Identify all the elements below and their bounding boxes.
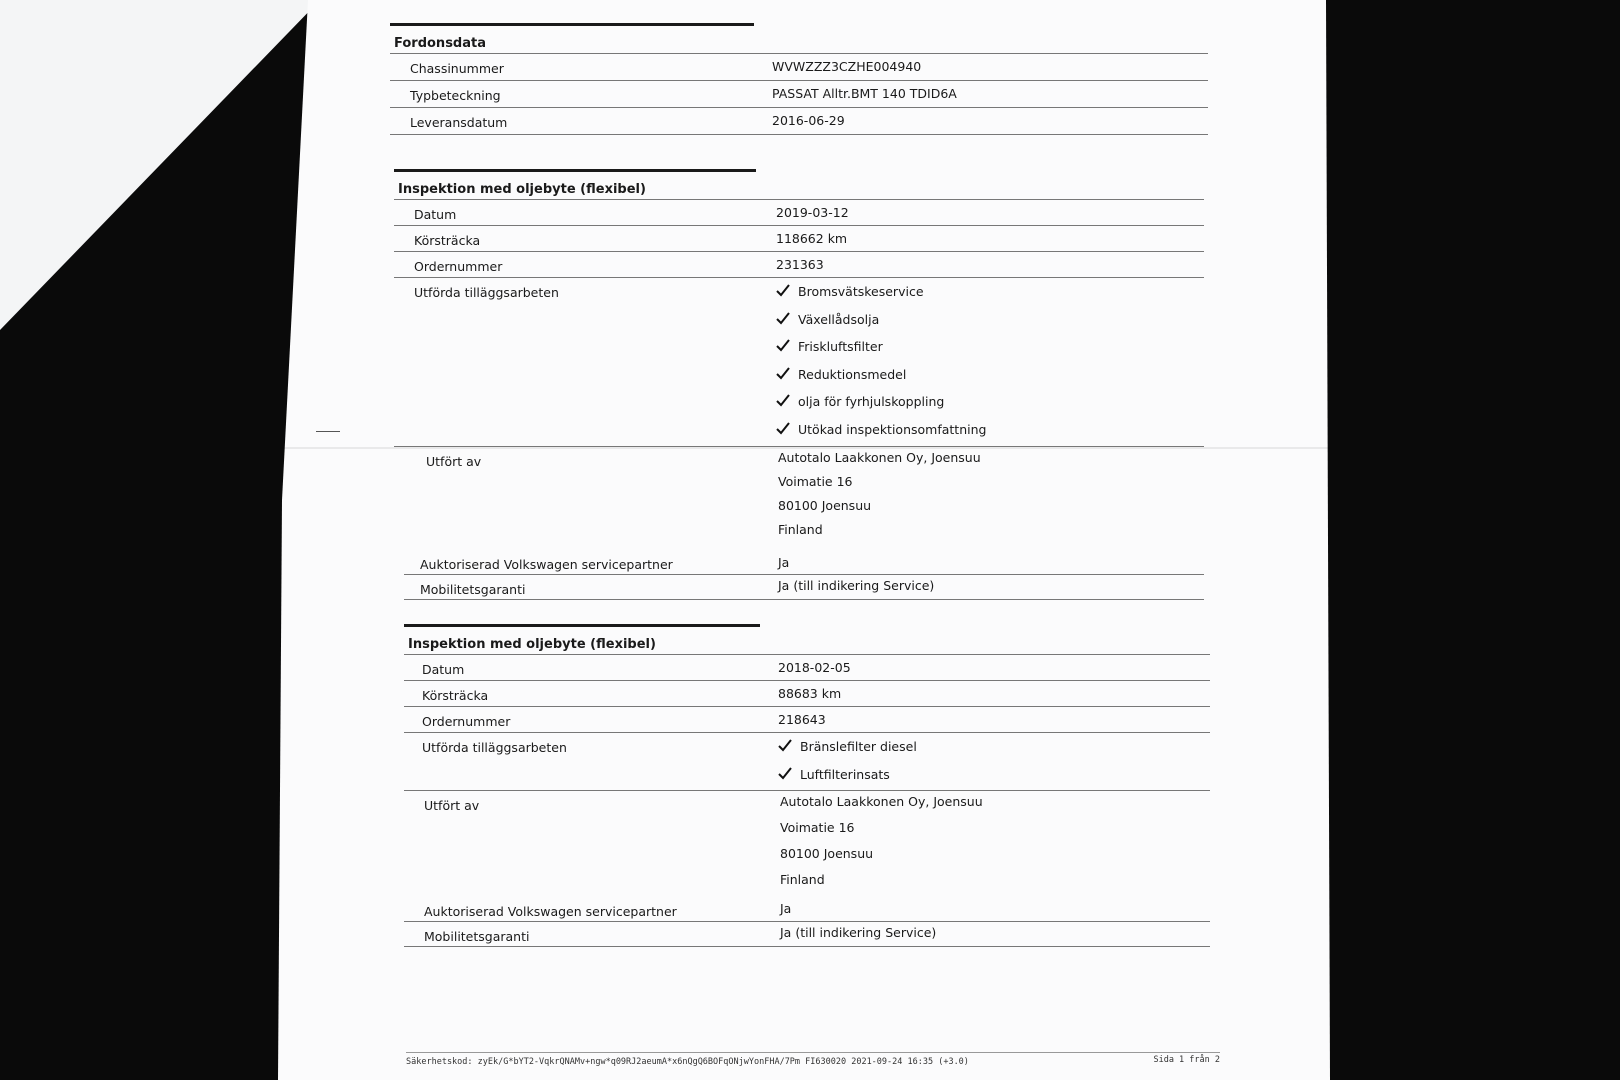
datum-label: Datum <box>414 207 457 222</box>
extras-label: Utförda tilläggsarbeten <box>414 285 559 300</box>
datum-row <box>404 655 1210 681</box>
extras-row <box>394 278 1204 447</box>
list-item: olja för fyrhjulskoppling <box>776 393 986 421</box>
auktoriserad-row <box>404 557 1204 575</box>
mobilitet-label: Mobilitetsgaranti <box>420 582 526 597</box>
utfort-list <box>780 793 983 897</box>
address-line: Voimatie 16 <box>780 820 855 835</box>
list-item: Reduktionsmedel <box>776 366 986 394</box>
order-value: 218643 <box>778 712 826 727</box>
vehicle-title: Fordonsdata <box>390 26 1208 54</box>
page-number: Sida 1 från 2 <box>1153 1055 1220 1065</box>
inspection-title: Inspektion med oljebyte (flexibel) <box>394 172 1204 200</box>
korstracka-label: Körsträcka <box>422 688 489 703</box>
korstracka-row <box>394 226 1204 252</box>
list-item: Friskluftsfilter <box>776 338 986 366</box>
mobilitet-row <box>404 575 1204 600</box>
auktoriserad-label: Auktoriserad Volkswagen servicepartner <box>424 904 677 919</box>
order-row <box>394 252 1204 278</box>
vehicle-row <box>390 108 1208 135</box>
security-code: Säkerhetskod: zyEk/G*bYT2-VqkrQNAMv+ngw*q09RJ2aeumA*x6nQgQ6BOFqONjwYonFHA/7Pm FI630020 2021-09-24 16:35 (+3.0) <box>406 1057 969 1067</box>
auktoriserad-value: Ja <box>778 555 790 570</box>
order-row <box>404 707 1210 733</box>
order-label: Ordernummer <box>422 714 511 729</box>
korstracka-value: 118662 km <box>776 231 848 246</box>
utfort-row <box>404 791 1210 903</box>
checkmark-icon <box>776 422 790 435</box>
checkmark-icon <box>778 767 792 780</box>
auktoriserad-value: Ja <box>780 901 792 916</box>
document-footer <box>406 1052 1220 1067</box>
address-line: Autotalo Laakkonen Oy, Joensuu <box>780 794 983 809</box>
datum-label: Datum <box>422 662 465 677</box>
checkmark-icon <box>776 284 790 297</box>
utfort-label: Utfört av <box>426 454 482 469</box>
checkmark-icon <box>776 394 790 407</box>
datum-value: 2019-03-12 <box>776 205 849 220</box>
auktoriserad-label: Auktoriserad Volkswagen servicepartner <box>420 557 673 572</box>
extras-label: Utförda tilläggsarbeten <box>422 740 567 755</box>
inspection-section <box>404 624 1210 947</box>
list-item: Bränslefilter diesel <box>778 738 917 766</box>
extras-list <box>778 738 917 793</box>
extras-list <box>776 283 986 448</box>
checkmark-icon <box>778 739 792 752</box>
vehicle-row <box>390 81 1208 108</box>
datum-row <box>394 200 1204 226</box>
korstracka-label: Körsträcka <box>414 233 481 248</box>
inspection-section <box>394 169 1204 600</box>
datum-value: 2018-02-05 <box>778 660 851 675</box>
row-value: PASSAT Alltr.BMT 140 TDID6A <box>772 86 957 101</box>
mobilitet-row <box>404 922 1210 947</box>
address-line: Finland <box>778 522 823 537</box>
row-label: Typbeteckning <box>410 88 501 103</box>
list-item: Utökad inspektionsomfattning <box>776 421 986 449</box>
mobilitet-value: Ja (till indikering Service) <box>778 578 935 593</box>
list-item: Luftfilterinsats <box>778 766 917 794</box>
checkmark-icon <box>776 339 790 352</box>
korstracka-value: 88683 km <box>778 686 842 701</box>
inspection-title: Inspektion med oljebyte (flexibel) <box>404 627 1210 655</box>
checkmark-icon <box>776 312 790 325</box>
mobilitet-label: Mobilitetsgaranti <box>424 929 530 944</box>
row-value: WVWZZZ3CZHE004940 <box>772 59 922 74</box>
mobilitet-value: Ja (till indikering Service) <box>780 925 937 940</box>
order-value: 231363 <box>776 257 824 272</box>
row-label: Chassinummer <box>410 61 504 76</box>
list-item: Bromsvätskeservice <box>776 283 986 311</box>
extras-row <box>404 733 1210 791</box>
address-line: 80100 Joensuu <box>778 498 872 513</box>
order-label: Ordernummer <box>414 259 503 274</box>
korstracka-row <box>404 681 1210 707</box>
address-line: 80100 Joensuu <box>780 846 874 861</box>
list-item: Växellådsolja <box>776 311 986 339</box>
vehicle-row <box>390 54 1208 81</box>
utfort-list <box>778 449 981 545</box>
vehicle-section <box>390 23 1208 135</box>
row-label: Leveransdatum <box>410 115 508 130</box>
address-line: Voimatie 16 <box>778 474 853 489</box>
utfort-label: Utfört av <box>424 798 480 813</box>
auktoriserad-row <box>404 903 1210 922</box>
checkmark-icon <box>776 367 790 380</box>
address-line: Finland <box>780 872 825 887</box>
utfort-row <box>394 447 1204 557</box>
row-value: 2016-06-29 <box>772 113 845 128</box>
address-line: Autotalo Laakkonen Oy, Joensuu <box>778 450 981 465</box>
